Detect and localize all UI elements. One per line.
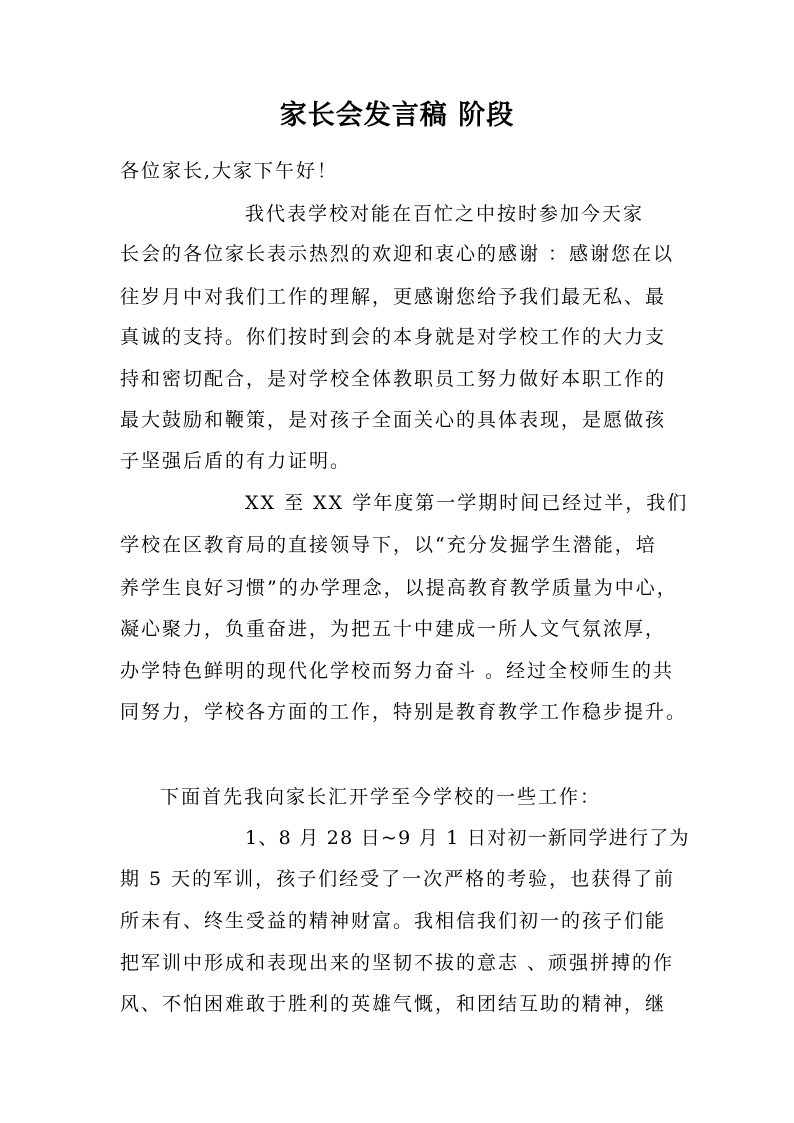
item-1-line: 风、不怕困难敢于胜利的英雄气慨，和团结互助的精神，继: [120, 993, 667, 1015]
paragraph-2-line: XX 至 XX 学年度第一学期时间已经过半，我们: [245, 492, 689, 514]
section-intro: 下面首先我向家长汇开学至今学校的一些工作：: [160, 786, 602, 808]
paragraph-1-line: 子坚强后盾的有力证明。: [120, 450, 352, 472]
item-1-line: 所未有、终生受益的精神财富。我相信我们初一的孩子们能: [120, 910, 667, 932]
item-1-line: 1、8 月 28 日~9 月 1 日对初一新同学进行了为: [245, 827, 690, 849]
paragraph-2-line: 同努力，学校各方面的工作，特别是教育教学工作稳步提升。: [120, 701, 688, 723]
paragraph-1-line: 我代表学校对能在百忙之中按时参加今天家: [245, 203, 645, 225]
paragraph-2-line: 学校在区教育局的直接领导下，以“充分发掘学生潜能，培: [120, 534, 657, 556]
item-1-line: 把军训中形成和表现出来的坚韧不拔的意志 、顽强拼搏的作: [120, 952, 675, 974]
paragraph-2-line: 办学特色鲜明的现代化学校而努力奋斗 。经过全校师生的共: [120, 660, 675, 682]
paragraph-1-line: 持和密切配合，是对学校全体教职员工努力做好本职工作的: [120, 368, 667, 390]
paragraph-1-line: 往岁月中对我们工作的理解，更感谢您给予我们最无私、最: [120, 286, 667, 308]
paragraph-1-line: 最大鼓励和鞭策，是对孩子全面关心的具体表现，是愿做孩: [120, 409, 667, 431]
paragraph-1-line: 长会的各位家长表示热烈的欢迎和衷心的感谢 ：感谢您在以: [120, 243, 675, 265]
document-title: 家长会发言稿 阶段: [279, 100, 515, 131]
item-1-line: 期 5 天的军训，孩子们经受了一次严格的考验，也获得了前: [120, 868, 676, 890]
paragraph-2-line: 养学生良好习惯”的办学理念，以提高教育教学质量为中心，: [120, 577, 678, 599]
paragraph-1-line: 真诚的支持。你们按时到会的本身就是对学校工作的大力支: [120, 326, 667, 348]
paragraph-2-line: 凝心聚力，负重奋进，为把五十中建成一所人文气氛浓厚，: [120, 618, 667, 640]
greeting: 各位家长,大家下午好！: [120, 160, 339, 182]
